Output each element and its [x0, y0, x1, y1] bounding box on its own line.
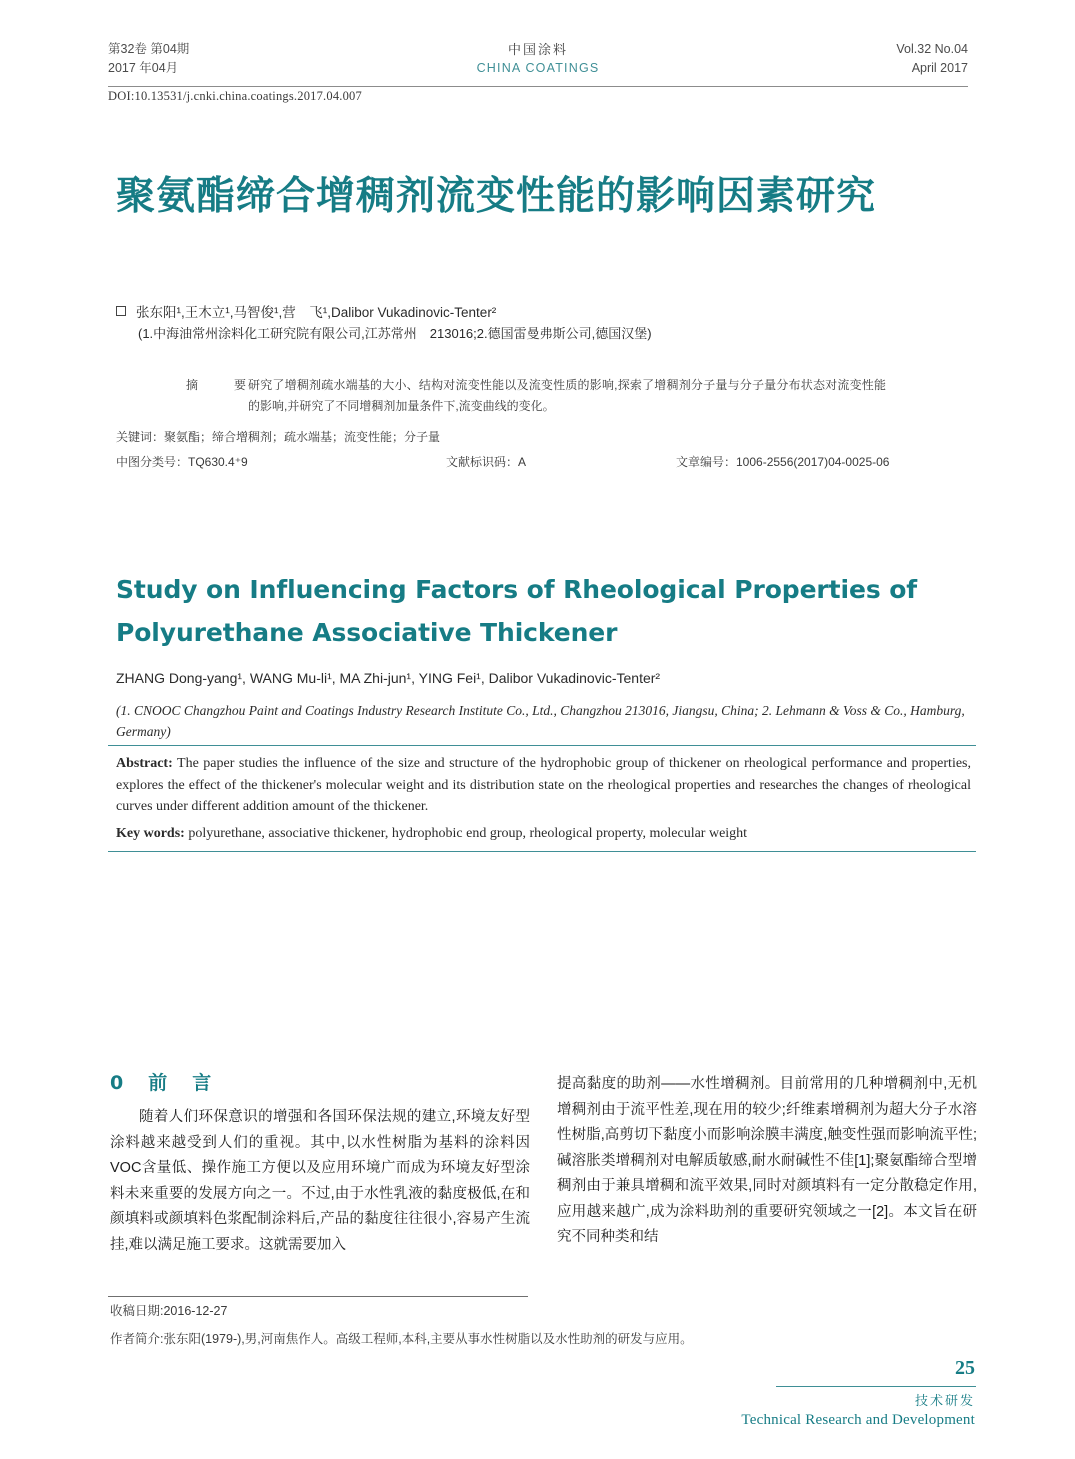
abstract-en-text: The paper studies the influence of the size and structure of the hydrophobic group of thickener on rheological performance and properties, explores the effect of the thickener's molecular weight and its distribution state on the rheological properties and researches the changes of rheological curves under different addition amount of the thickener. — [116, 756, 971, 814]
authors-cn-line — [116, 302, 966, 323]
keywords-en-label: Key words: — [116, 826, 185, 841]
footnote-received-date: 收稿日期:2016-12-27 — [110, 1304, 228, 1318]
document-code: 文献标识码：A — [446, 455, 527, 469]
header-date-cn: 2017 年04月 — [108, 61, 179, 75]
abstract-cn-block — [186, 375, 886, 417]
abstract-rule-top — [108, 745, 976, 746]
authors-cn-block — [116, 302, 966, 344]
title-cn: 聚氨酯缔合增稠剂流变性能的影响因素研究 — [116, 174, 877, 219]
section-heading-introduction: 0 前 言 — [110, 1072, 215, 1094]
abstract-en-label: Abstract: — [116, 756, 173, 771]
journal-name-en: CHINA COATINGS — [476, 61, 600, 75]
keywords-cn: 关键词：聚氨酯；缔合增稠剂；疏水端基；流变性能；分子量 — [116, 430, 441, 444]
footnote-author-bio: 作者简介:张东阳(1979-),男,河南焦作人。高级工程师,本科,主要从事水性树脂以及水性助剂的研发与应用。 — [110, 1332, 693, 1346]
abstract-cn-label: 摘 要 — [186, 378, 259, 392]
header-divider — [108, 86, 968, 87]
header-journal-block — [108, 40, 968, 78]
abstract-cn-text: 研究了增稠剂疏水端基的大小、结构对流变性能以及流变性质的影响,探索了增稠剂分子量与分子量分布状态对流变性能的影响,并研究了不同增稠剂加量条件下,流变曲线的变化。 — [248, 378, 886, 413]
classification-block — [116, 452, 966, 472]
header-date-en: April 2017 — [911, 61, 968, 75]
body-column-left — [110, 1105, 530, 1258]
page-number: 25 — [955, 1357, 975, 1379]
body-paragraph-left: 随着人们环保意识的增强和各国环保法规的建立,环境友好型涂料越来越受到人们的重视。其中,以水性树脂为基料的涂料因VOC含量低、操作施工方便以及应用环境广而成为环境友好型涂料未来重要的发展方向之一。不过,由于水性乳液的黏度极低,在和颜填料或颜填料色浆配制涂料后,产品的黏度往往很小,容易产生流挂,难以满足施工要求。这就需要加入 — [110, 1109, 530, 1253]
clc-number: 中图分类号：TQ630.4⁺9 — [116, 455, 248, 469]
abstract-rule-bottom — [108, 851, 976, 852]
header-volume-en: Vol.32 No.04 — [896, 42, 968, 56]
body-paragraph-right: 提高黏度的助剂——水性增稠剂。目前常用的几种增稠剂中,无机增稠剂由于流平性差,现在用的较少;纤维素增稠剂为超大分子水溶性树脂,高剪切下黏度小而影响涂膜丰满度,触变性强而影响流平性;碱溶胀类增稠剂对电解质敏感,耐水耐碱性不佳[1];聚氨酯缔合型增稠剂由于兼具增稠和流平效果,同时对颜填料有一定分散稳定作用,应用越来越广,成为涂料助剂的重要研究领域之一[2]。本文旨在研究不同种类和结 — [557, 1076, 977, 1245]
keywords-en-block — [116, 823, 971, 844]
header-volume-cn: 第32卷 第04期 — [108, 42, 190, 56]
authors-cn: 张东阳¹,王木立¹,马智俊¹,营 飞¹,Dalibor Vukadinovic-Tenter² — [136, 305, 497, 320]
header-volume-block-en — [896, 40, 968, 78]
affiliation-cn: (1.中海油常州涂料化工研究院有限公司,江苏常州 213016;2.德国雷曼弗斯公司,德国汉堡) — [138, 326, 652, 341]
bullet-square-icon — [116, 306, 126, 316]
body-column-right — [557, 1072, 977, 1251]
abstract-en-block — [116, 753, 971, 818]
keywords-en-text: polyurethane, associative thickener, hydrophobic end group, rheological property, molecular weight — [188, 826, 748, 841]
footer-divider — [776, 1386, 976, 1387]
page-header — [108, 40, 968, 84]
footnote-divider — [108, 1296, 528, 1297]
authors-en: ZHANG Dong-yang¹, WANG Mu-li¹, MA Zhi-jun¹, YING Fei¹, Dalibor Vukadinovic-Tenter² — [116, 670, 661, 686]
footer-section-cn: 技术研发 — [914, 1393, 975, 1408]
doi-text: DOI:10.13531/j.cnki.china.coatings.2017.04.007 — [108, 89, 362, 103]
title-en: Study on Influencing Factors of Rheological Properties of Polyurethane Associative Thickener — [116, 575, 918, 647]
journal-name-cn: 中国涂料 — [507, 42, 568, 57]
article-id: 文章编号：1006-2556(2017)04-0025-06 — [676, 455, 890, 469]
footer-section-en: Technical Research and Development — [741, 1412, 975, 1428]
affiliation-en: (1. CNOOC Changzhou Paint and Coatings Industry Research Institute Co., Ltd., Changzhou 213016, Jiangsu, China; 2. Lehmann & Voss & Co., Hamburg, Germany) — [116, 703, 965, 739]
